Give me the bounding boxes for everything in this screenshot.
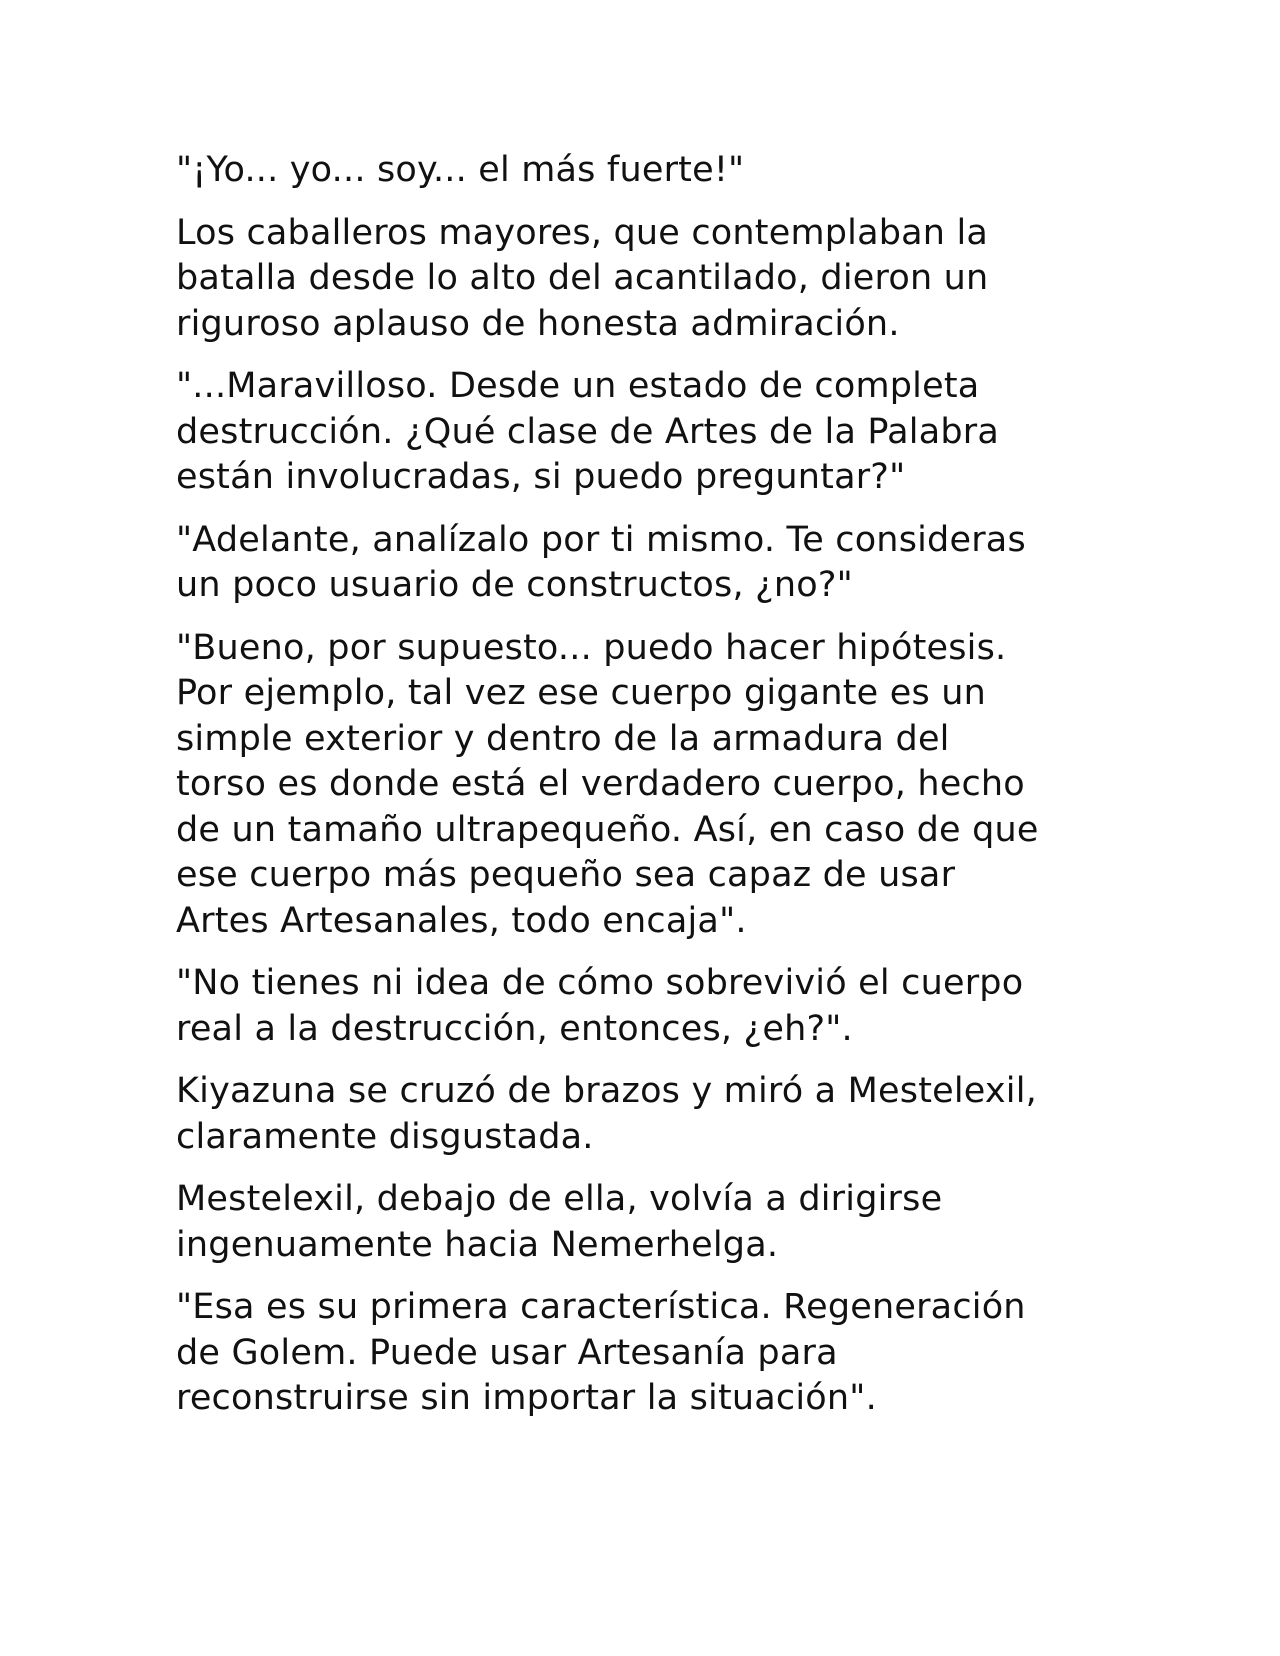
paragraph-1: "¡Yo... yo... soy... el más fuerte!" <box>176 150 745 190</box>
paragraph-3: "...Maravilloso. Desde un estado de completa destrucción. ¿Qué clase de Artes de la Palabra están involucradas, si puedo preguntar?" <box>176 366 1000 497</box>
paragraph-4: "Adelante, analízalo por ti mismo. Te consideras un poco usuario de constructos, ¿no?" <box>176 519 1026 605</box>
paragraph-5: "Bueno, por supuesto... puedo hacer hipótesis. Por ejemplo, tal vez ese cuerpo gigante es un simple exterior y dentro de la armadura del torso es donde está el verdadero cuerpo, hecho de un tamaño ultrapequeño. Así, en caso de que ese cuerpo más pequeño sea capaz de usar Artes Artesanales, todo encaja". <box>176 627 1039 941</box>
paragraph-2: Los caballeros mayores, que contemplaban la batalla desde lo alto del acantilado, dieron un riguroso aplauso de honesta admiración. <box>176 212 989 344</box>
paragraph-6: "No tienes ni idea de cómo sobrevivió el cuerpo real a la destrucción, entonces, ¿eh?". <box>176 963 1024 1049</box>
paragraph-7: Kiyazuna se cruzó de brazos y miró a Mestelexil, claramente disgustada. <box>176 1071 1037 1157</box>
body-text <box>176 148 1216 1439</box>
paragraph-8: Mestelexil, debajo de ella, volvía a dirigirse ingenuamente hacia Nemerhelga. <box>176 1179 943 1265</box>
paragraph-9: "Esa es su primera característica. Regeneración de Golem. Puede usar Artesanía para reconstruirse sin importar la situación". <box>176 1287 1026 1418</box>
